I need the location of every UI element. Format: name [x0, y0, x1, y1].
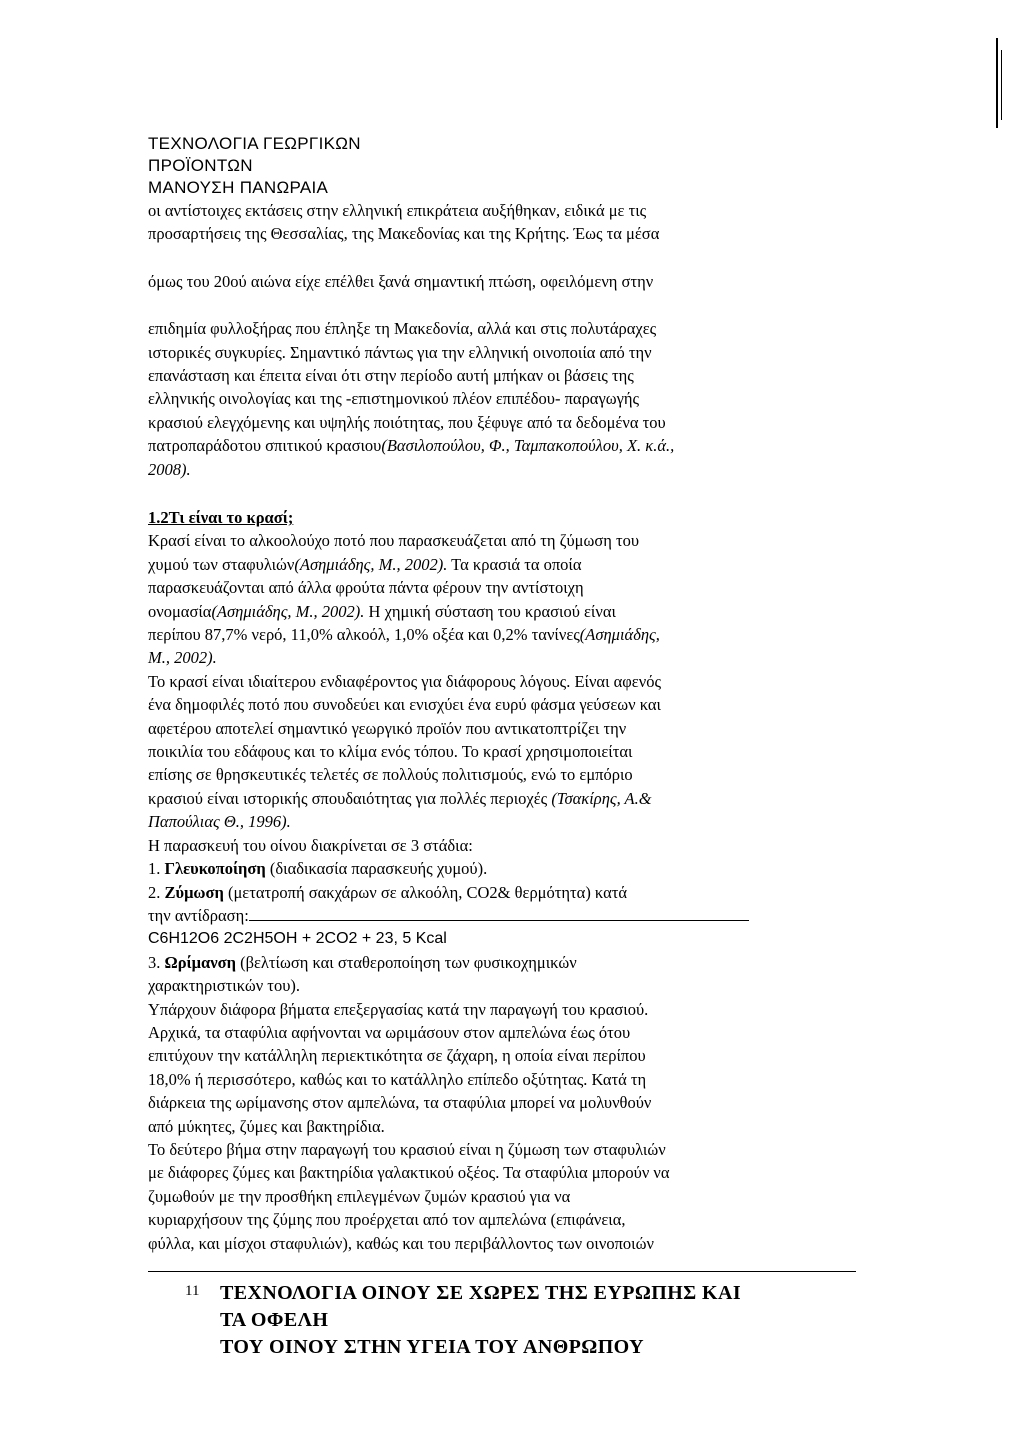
text-line: διάρκεια της ωρίμανσης στον αμπελώνα, τα σταφύλια μπορεί να μολυνθούν [148, 1093, 652, 1113]
section-heading: 1.2Τι είναι το κρασί; [148, 508, 294, 527]
stage-desc: (βελτίωση και σταθεροποίηση των φυσικοχημικών [235, 952, 577, 972]
text-line: προσαρτήσεις της Θεσσαλίας, της Μακεδονίας και της Κρήτης. Έως τα μέσα [148, 224, 660, 244]
citation: (Τσακίρης, Α.& [551, 788, 652, 808]
underline-rule [249, 920, 749, 921]
text-line: επιτύχουν την κατάλληλη περιεκτικότητα σε ζάχαρη, η οποία είναι περίπου [148, 1046, 646, 1066]
text-line: οι αντίστοιχες εκτάσεις στην ελληνική επικράτεια αυξήθηκαν, ειδικά με τις [148, 201, 647, 220]
text-line: κυριαρχήσουν της ζύμης που προέρχεται από τον αμπελώνα (επιφάνεια, [148, 1210, 626, 1230]
text-line: από μύκητες, ζύμες και βακτηρίδια. [148, 1116, 385, 1136]
text-line [148, 787, 788, 810]
page-number: 11 [185, 1283, 200, 1299]
text-line: Υπάρχουν διάφορα βήματα επεξεργασίας κατά την παραγωγή του κρασιού. [148, 999, 649, 1019]
stage-number: 3. [148, 952, 165, 972]
text-line: ιστορικές συγκυρίες. Σημαντικό πάντως για την ελληνική οινοποιία από την [148, 342, 652, 362]
stage-term: Ωρίμανση [164, 952, 236, 972]
text-line: ελληνικής οινολογίας και της -επιστημονικού πλέον επιπέδου- παραγωγής [148, 389, 640, 409]
footer-title [220, 1280, 741, 1361]
text-line: όμως του 20ού αιώνα είχε επέλθει ξανά σημαντική πτώση, οφειλόμενη στην [148, 271, 654, 291]
margin-bar [996, 38, 998, 128]
text-line: 18,0% ή περισσότερο, καθώς και το κατάλληλο επίπεδο οξύτητας. Κατά τη [148, 1069, 647, 1089]
text-line: με διάφορες ζύμες και βακτηρίδια γαλακτικού οξέος. Τα σταφύλια μπορούν να [148, 1163, 670, 1183]
text-line: χαρακτηριστικών του). [148, 976, 300, 996]
text-line: φύλλα, και μίσχοι σταφυλιών), καθώς και του περιβάλλοντος των οινοποιών [148, 1233, 654, 1253]
stage-item-3 [148, 951, 788, 974]
stage-item-2 [148, 881, 788, 904]
text-line [148, 623, 788, 646]
text-line: Το δεύτερο βήμα στην παραγωγή του κρασιού είναι η ζύμωση των σταφυλιών [148, 1139, 666, 1159]
text-span: χυμού των σταφυλιών [148, 554, 295, 574]
text-line: επίσης σε θρησκευτικές τελετές σε πολλούς πολιτισμούς, ενώ το εμπόριο [148, 765, 633, 785]
footer-title-line-2: ΤΑ ΟΦΕΛΗ [220, 1309, 329, 1331]
margin-bar-thin [1001, 50, 1002, 120]
text-line [148, 434, 788, 457]
stage-number: 2. [148, 882, 165, 902]
stage-term: Ζύμωση [164, 882, 224, 902]
text-line: κρασιού ελεγχόμενης και υψηλής ποιότητας, που ξέφυγε από τα δεδομένα του [148, 412, 666, 432]
header-line-3: ΜΑΝΟΥΣΗ ΠΑΝΩΡΑΙΑ [148, 178, 329, 197]
citation: (Βασιλοπούλου, Φ., Ταμπακοπούλου, Χ. κ.ά., [381, 436, 675, 456]
text-line: επανάσταση και έπειτα είναι ότι στην περίοδο αυτή μπήκαν οι βάσεις της [148, 366, 634, 386]
text-span: πατροπαράδοτου σπιτικού κρασιου [148, 436, 382, 456]
header-line-1: ΤΕΧΝΟΛΟΓΙΑ ΓΕΩΡΓΙΚΩΝ [148, 134, 361, 153]
text-line: Το κρασί είναι ιδιαίτερου ενδιαφέροντος για διάφορους λόγους. Είναι αφενός [148, 671, 661, 691]
citation: (Ασημιάδης, [579, 625, 660, 645]
text-line [148, 600, 788, 623]
stage-desc: (διαδικασία παρασκευής χυμού). [265, 859, 488, 879]
text-line: Κρασί είναι το αλκοολούχο ποτό που παρασκευάζεται από τη ζύμωση του [148, 531, 640, 551]
text-span: Η χημική σύσταση του κρασιού είναι [364, 601, 616, 621]
stage-desc: (μετατροπή σακχάρων σε αλκοόλη, CO2& θερμότητα) κατά [223, 882, 628, 902]
stage-item-1 [148, 857, 788, 880]
citation: 2008). [148, 459, 191, 479]
citation: Μ., 2002). [148, 648, 217, 668]
citation: (Ασημιάδης, Μ., 2002). [294, 554, 448, 574]
text-span: την αντίδραση: [148, 905, 249, 925]
stage-number: 1. [148, 859, 165, 879]
text-line: Η παρασκευή του οίνου διακρίνεται σε 3 στάδια: [148, 835, 473, 855]
header-line-2: ΠΡΟΪΟΝΤΩΝ [148, 156, 253, 175]
intro-paragraph [148, 199, 788, 481]
text-line [148, 904, 788, 927]
document-header [148, 133, 361, 199]
citation: Παπούλιας Θ., 1996). [148, 812, 291, 832]
text-line: ζυμωθούν με την προσθήκη επιλεγμένων ζυμών κρασιού για να [148, 1186, 571, 1206]
reaction-equation: C6H12O6 2C2H5OH + 2CO2 + 23, 5 Kcal [148, 930, 447, 948]
text-line: ένα δημοφιλές ποτό που συνοδεύει και ενισχύει ένα ευρύ φάσμα γεύσεων και [148, 695, 661, 715]
text-span: περίπου 87,7% νερό, 11,0% αλκοόλ, 1,0% οξέα και 0,2% τανίνες [148, 625, 580, 645]
text-line: ποικιλία του εδάφους και το κλίμα ενός τόπου. Το κρασί χρησιμοποιείται [148, 742, 633, 762]
section-what-is-wine [148, 506, 788, 1255]
text-span: κρασιού είναι ιστορικής σπουδαιότητας για πολλές περιοχές [148, 788, 552, 808]
text-line: επιδημία φυλλοξήρας που έπληξε τη Μακεδονία, αλλά και στις πολυτάραχες [148, 319, 657, 339]
text-line: αφετέρου αποτελεί σημαντικό γεωργικό προϊόν που αντικατοπτρίζει την [148, 718, 627, 738]
stage-term: Γλευκοποίηση [164, 859, 266, 879]
text-span: Τα κρασιά τα οποία [447, 554, 582, 574]
text-line: παρασκευάζονται από άλλα φρούτα πάντα φέρουν την αντίστοιχη [148, 578, 584, 598]
footer-divider [148, 1271, 856, 1272]
citation: (Ασημιάδης, Μ., 2002). [211, 601, 365, 621]
text-line: Αρχικά, τα σταφύλια αφήνονται να ωριμάσουν στον αμπελώνα έως ότου [148, 1022, 631, 1042]
footer-title-line-1: ΤΕΧΝΟΛΟΓΙΑ ΟΙΝΟΥ ΣΕ ΧΩΡΕΣ ΤΗΣ ΕΥΡΩΠΗΣ ΚΑΙ [220, 1282, 742, 1304]
footer-title-line-3: ΤΟΥ ΟΙΝΟΥ ΣΤΗΝ ΥΓΕΙΑ ΤΟΥ ΑΝΘΡΩΠΟΥ [220, 1336, 644, 1358]
text-line [148, 553, 788, 576]
text-span: ονομασία [148, 601, 212, 621]
